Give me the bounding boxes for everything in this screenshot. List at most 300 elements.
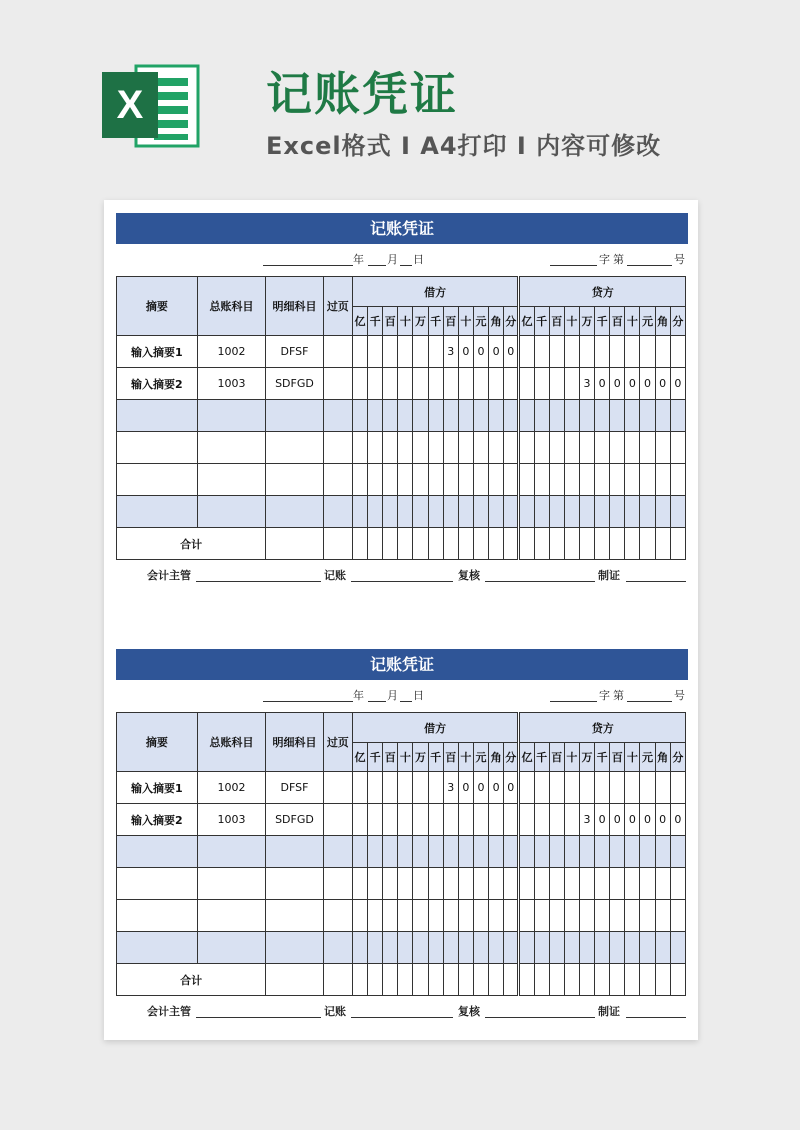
credit-digit[interactable]: 0 xyxy=(595,368,610,400)
empty-cell[interactable] xyxy=(197,836,266,868)
empty-cell[interactable] xyxy=(428,932,443,964)
debit-digit[interactable] xyxy=(458,804,473,836)
empty-cell[interactable] xyxy=(443,432,458,464)
empty-cell[interactable] xyxy=(519,836,534,868)
total-digit[interactable] xyxy=(640,964,655,996)
total-digit[interactable] xyxy=(655,964,670,996)
empty-cell[interactable] xyxy=(579,464,594,496)
credit-digit[interactable] xyxy=(610,772,625,804)
empty-cell[interactable] xyxy=(197,400,266,432)
empty-cell[interactable] xyxy=(534,868,549,900)
empty-cell[interactable] xyxy=(610,836,625,868)
total-digit[interactable] xyxy=(473,964,488,996)
total-digit[interactable] xyxy=(413,964,428,996)
empty-cell[interactable] xyxy=(266,464,323,496)
total-digit[interactable] xyxy=(352,528,367,560)
empty-cell[interactable] xyxy=(266,964,323,996)
debit-digit[interactable] xyxy=(398,772,413,804)
empty-cell[interactable] xyxy=(383,432,398,464)
month-blank[interactable] xyxy=(368,701,386,702)
empty-cell[interactable] xyxy=(549,496,564,528)
credit-digit[interactable] xyxy=(564,368,579,400)
empty-cell[interactable] xyxy=(443,496,458,528)
empty-cell[interactable] xyxy=(383,932,398,964)
empty-cell[interactable] xyxy=(655,900,670,932)
empty-cell[interactable] xyxy=(398,464,413,496)
empty-cell[interactable] xyxy=(398,400,413,432)
empty-cell[interactable] xyxy=(266,432,323,464)
credit-digit[interactable] xyxy=(655,772,670,804)
empty-cell[interactable] xyxy=(549,400,564,432)
empty-cell[interactable] xyxy=(368,400,383,432)
empty-cell[interactable] xyxy=(197,900,266,932)
debit-digit[interactable] xyxy=(383,772,398,804)
credit-digit[interactable] xyxy=(655,336,670,368)
debit-digit[interactable]: 0 xyxy=(458,336,473,368)
total-digit[interactable] xyxy=(595,964,610,996)
empty-cell[interactable] xyxy=(352,464,367,496)
empty-cell[interactable] xyxy=(489,432,504,464)
empty-cell[interactable] xyxy=(579,432,594,464)
debit-digit[interactable] xyxy=(352,368,367,400)
empty-cell[interactable] xyxy=(352,496,367,528)
supervisor-blank[interactable] xyxy=(196,581,321,582)
empty-cell[interactable] xyxy=(519,496,534,528)
empty-cell[interactable] xyxy=(458,464,473,496)
debit-digit[interactable]: 0 xyxy=(489,772,504,804)
empty-cell[interactable] xyxy=(458,432,473,464)
credit-digit[interactable]: 0 xyxy=(655,804,670,836)
debit-digit[interactable] xyxy=(352,804,367,836)
empty-cell[interactable] xyxy=(323,496,352,528)
empty-cell[interactable] xyxy=(266,868,323,900)
empty-cell[interactable] xyxy=(117,868,198,900)
credit-digit[interactable] xyxy=(625,336,640,368)
number-blank[interactable] xyxy=(627,701,672,702)
empty-cell[interactable] xyxy=(670,432,685,464)
debit-digit[interactable] xyxy=(368,804,383,836)
total-digit[interactable] xyxy=(383,964,398,996)
empty-cell[interactable] xyxy=(473,900,488,932)
empty-cell[interactable] xyxy=(473,868,488,900)
credit-digit[interactable] xyxy=(595,772,610,804)
empty-cell[interactable] xyxy=(595,464,610,496)
empty-cell[interactable] xyxy=(428,400,443,432)
empty-cell[interactable] xyxy=(595,932,610,964)
empty-cell[interactable] xyxy=(625,464,640,496)
credit-digit[interactable] xyxy=(640,336,655,368)
empty-cell[interactable] xyxy=(579,932,594,964)
empty-cell[interactable] xyxy=(640,464,655,496)
empty-cell[interactable] xyxy=(625,868,640,900)
credit-digit[interactable] xyxy=(625,772,640,804)
empty-cell[interactable] xyxy=(489,400,504,432)
debit-digit[interactable] xyxy=(368,772,383,804)
row-posted[interactable] xyxy=(323,368,352,400)
empty-cell[interactable] xyxy=(473,432,488,464)
bookkeeping-blank[interactable] xyxy=(351,1017,453,1018)
empty-cell[interactable] xyxy=(579,900,594,932)
empty-cell[interactable] xyxy=(670,464,685,496)
total-digit[interactable] xyxy=(595,528,610,560)
supervisor-blank[interactable] xyxy=(196,1017,321,1018)
credit-digit[interactable] xyxy=(640,772,655,804)
empty-cell[interactable] xyxy=(428,464,443,496)
empty-cell[interactable] xyxy=(428,432,443,464)
empty-cell[interactable] xyxy=(323,932,352,964)
empty-cell[interactable] xyxy=(640,868,655,900)
empty-cell[interactable] xyxy=(398,900,413,932)
row-general-account[interactable]: 1003 xyxy=(197,368,266,400)
credit-digit[interactable] xyxy=(519,336,534,368)
empty-cell[interactable] xyxy=(564,464,579,496)
total-digit[interactable] xyxy=(564,528,579,560)
total-digit[interactable] xyxy=(610,528,625,560)
empty-cell[interactable] xyxy=(625,932,640,964)
empty-cell[interactable] xyxy=(458,836,473,868)
empty-cell[interactable] xyxy=(368,432,383,464)
debit-digit[interactable] xyxy=(352,336,367,368)
credit-digit[interactable] xyxy=(534,772,549,804)
empty-cell[interactable] xyxy=(413,496,428,528)
empty-cell[interactable] xyxy=(595,400,610,432)
empty-cell[interactable] xyxy=(640,432,655,464)
empty-cell[interactable] xyxy=(117,496,198,528)
empty-cell[interactable] xyxy=(428,496,443,528)
empty-cell[interactable] xyxy=(489,932,504,964)
empty-cell[interactable] xyxy=(117,432,198,464)
total-digit[interactable] xyxy=(352,964,367,996)
debit-digit[interactable] xyxy=(398,368,413,400)
debit-digit[interactable] xyxy=(383,336,398,368)
total-digit[interactable] xyxy=(368,528,383,560)
total-digit[interactable] xyxy=(368,964,383,996)
empty-cell[interactable] xyxy=(640,400,655,432)
total-digit[interactable] xyxy=(534,964,549,996)
debit-digit[interactable]: 0 xyxy=(473,772,488,804)
empty-cell[interactable] xyxy=(549,868,564,900)
total-digit[interactable] xyxy=(443,964,458,996)
empty-cell[interactable] xyxy=(197,464,266,496)
empty-cell[interactable] xyxy=(443,836,458,868)
empty-cell[interactable] xyxy=(413,868,428,900)
empty-cell[interactable] xyxy=(534,932,549,964)
empty-cell[interactable] xyxy=(549,932,564,964)
empty-cell[interactable] xyxy=(534,464,549,496)
empty-cell[interactable] xyxy=(670,932,685,964)
empty-cell[interactable] xyxy=(383,400,398,432)
empty-cell[interactable] xyxy=(610,932,625,964)
empty-cell[interactable] xyxy=(549,464,564,496)
empty-cell[interactable] xyxy=(383,900,398,932)
debit-digit[interactable] xyxy=(368,336,383,368)
empty-cell[interactable] xyxy=(579,836,594,868)
empty-cell[interactable] xyxy=(610,400,625,432)
debit-digit[interactable]: 0 xyxy=(473,336,488,368)
total-digit[interactable] xyxy=(549,528,564,560)
bookkeeping-blank[interactable] xyxy=(351,581,453,582)
empty-cell[interactable] xyxy=(117,836,198,868)
credit-digit[interactable]: 0 xyxy=(610,368,625,400)
debit-digit[interactable]: 0 xyxy=(458,772,473,804)
total-digit[interactable] xyxy=(640,528,655,560)
debit-digit[interactable] xyxy=(504,368,519,400)
credit-digit[interactable]: 3 xyxy=(579,368,594,400)
total-digit[interactable] xyxy=(670,528,685,560)
empty-cell[interactable] xyxy=(504,868,519,900)
empty-cell[interactable] xyxy=(595,432,610,464)
empty-cell[interactable] xyxy=(625,400,640,432)
empty-cell[interactable] xyxy=(458,868,473,900)
empty-cell[interactable] xyxy=(398,868,413,900)
total-digit[interactable] xyxy=(489,964,504,996)
empty-cell[interactable] xyxy=(489,464,504,496)
empty-cell[interactable] xyxy=(443,464,458,496)
empty-cell[interactable] xyxy=(670,400,685,432)
empty-cell[interactable] xyxy=(519,900,534,932)
empty-cell[interactable] xyxy=(519,464,534,496)
debit-digit[interactable] xyxy=(473,804,488,836)
empty-cell[interactable] xyxy=(323,868,352,900)
empty-cell[interactable] xyxy=(640,932,655,964)
empty-cell[interactable] xyxy=(519,868,534,900)
credit-digit[interactable] xyxy=(549,772,564,804)
empty-cell[interactable] xyxy=(473,932,488,964)
empty-cell[interactable] xyxy=(352,432,367,464)
empty-cell[interactable] xyxy=(473,836,488,868)
debit-digit[interactable] xyxy=(398,336,413,368)
credit-digit[interactable] xyxy=(579,772,594,804)
empty-cell[interactable] xyxy=(549,900,564,932)
empty-cell[interactable] xyxy=(352,900,367,932)
credit-digit[interactable] xyxy=(534,368,549,400)
row-general-account[interactable]: 1002 xyxy=(197,336,266,368)
empty-cell[interactable] xyxy=(428,900,443,932)
debit-digit[interactable]: 0 xyxy=(504,336,519,368)
empty-cell[interactable] xyxy=(398,836,413,868)
empty-cell[interactable] xyxy=(323,400,352,432)
debit-digit[interactable] xyxy=(368,368,383,400)
empty-cell[interactable] xyxy=(458,496,473,528)
empty-cell[interactable] xyxy=(458,932,473,964)
total-digit[interactable] xyxy=(504,528,519,560)
empty-cell[interactable] xyxy=(368,932,383,964)
total-digit[interactable] xyxy=(534,528,549,560)
debit-digit[interactable]: 0 xyxy=(504,772,519,804)
empty-cell[interactable] xyxy=(413,900,428,932)
row-general-account[interactable]: 1002 xyxy=(197,772,266,804)
empty-cell[interactable] xyxy=(323,836,352,868)
total-digit[interactable] xyxy=(504,964,519,996)
total-digit[interactable] xyxy=(489,528,504,560)
empty-cell[interactable] xyxy=(534,432,549,464)
empty-cell[interactable] xyxy=(655,432,670,464)
credit-digit[interactable] xyxy=(519,804,534,836)
total-digit[interactable] xyxy=(610,964,625,996)
debit-digit[interactable] xyxy=(458,368,473,400)
empty-cell[interactable] xyxy=(428,836,443,868)
total-digit[interactable] xyxy=(428,964,443,996)
credit-digit[interactable] xyxy=(670,772,685,804)
row-posted[interactable] xyxy=(323,772,352,804)
credit-digit[interactable]: 0 xyxy=(670,804,685,836)
empty-cell[interactable] xyxy=(117,464,198,496)
debit-digit[interactable] xyxy=(428,772,443,804)
empty-cell[interactable] xyxy=(655,932,670,964)
empty-cell[interactable] xyxy=(368,496,383,528)
empty-cell[interactable] xyxy=(549,836,564,868)
empty-cell[interactable] xyxy=(655,836,670,868)
row-detail-account[interactable]: SDFGD xyxy=(266,368,323,400)
empty-cell[interactable] xyxy=(579,400,594,432)
empty-cell[interactable] xyxy=(610,900,625,932)
review-blank[interactable] xyxy=(485,581,595,582)
row-detail-account[interactable]: SDFGD xyxy=(266,804,323,836)
empty-cell[interactable] xyxy=(519,932,534,964)
month-blank[interactable] xyxy=(368,265,386,266)
empty-cell[interactable] xyxy=(595,868,610,900)
empty-cell[interactable] xyxy=(266,836,323,868)
total-digit[interactable] xyxy=(428,528,443,560)
empty-cell[interactable] xyxy=(323,432,352,464)
total-digit[interactable] xyxy=(519,528,534,560)
total-digit[interactable] xyxy=(413,528,428,560)
empty-cell[interactable] xyxy=(266,400,323,432)
empty-cell[interactable] xyxy=(655,868,670,900)
empty-cell[interactable] xyxy=(670,900,685,932)
empty-cell[interactable] xyxy=(413,836,428,868)
empty-cell[interactable] xyxy=(443,900,458,932)
day-blank[interactable] xyxy=(400,701,412,702)
credit-digit[interactable] xyxy=(519,772,534,804)
empty-cell[interactable] xyxy=(398,496,413,528)
empty-cell[interactable] xyxy=(117,400,198,432)
empty-cell[interactable] xyxy=(640,900,655,932)
empty-cell[interactable] xyxy=(443,868,458,900)
debit-digit[interactable] xyxy=(413,772,428,804)
review-blank[interactable] xyxy=(485,1017,595,1018)
empty-cell[interactable] xyxy=(266,900,323,932)
empty-cell[interactable] xyxy=(266,528,323,560)
debit-digit[interactable] xyxy=(413,368,428,400)
credit-digit[interactable]: 0 xyxy=(655,368,670,400)
empty-cell[interactable] xyxy=(640,496,655,528)
empty-cell[interactable] xyxy=(413,932,428,964)
credit-digit[interactable]: 3 xyxy=(579,804,594,836)
empty-cell[interactable] xyxy=(352,400,367,432)
empty-cell[interactable] xyxy=(383,464,398,496)
total-digit[interactable] xyxy=(383,528,398,560)
row-detail-account[interactable]: DFSF xyxy=(266,772,323,804)
empty-cell[interactable] xyxy=(564,400,579,432)
empty-cell[interactable] xyxy=(443,932,458,964)
debit-digit[interactable] xyxy=(413,804,428,836)
debit-digit[interactable] xyxy=(428,336,443,368)
empty-cell[interactable] xyxy=(504,496,519,528)
empty-cell[interactable] xyxy=(368,464,383,496)
empty-cell[interactable] xyxy=(197,496,266,528)
empty-cell[interactable] xyxy=(625,432,640,464)
credit-digit[interactable] xyxy=(549,804,564,836)
empty-cell[interactable] xyxy=(352,932,367,964)
empty-cell[interactable] xyxy=(383,868,398,900)
empty-cell[interactable] xyxy=(458,400,473,432)
empty-cell[interactable] xyxy=(197,868,266,900)
empty-cell[interactable] xyxy=(368,836,383,868)
debit-digit[interactable] xyxy=(443,804,458,836)
empty-cell[interactable] xyxy=(266,496,323,528)
total-digit[interactable] xyxy=(579,964,594,996)
empty-cell[interactable] xyxy=(413,464,428,496)
empty-cell[interactable] xyxy=(383,836,398,868)
empty-cell[interactable] xyxy=(473,496,488,528)
empty-cell[interactable] xyxy=(610,496,625,528)
empty-cell[interactable] xyxy=(625,836,640,868)
empty-cell[interactable] xyxy=(368,868,383,900)
empty-cell[interactable] xyxy=(595,496,610,528)
credit-digit[interactable]: 0 xyxy=(625,804,640,836)
debit-digit[interactable]: 3 xyxy=(443,336,458,368)
credit-digit[interactable] xyxy=(534,804,549,836)
empty-cell[interactable] xyxy=(595,900,610,932)
debit-digit[interactable]: 0 xyxy=(489,336,504,368)
empty-cell[interactable] xyxy=(625,496,640,528)
empty-cell[interactable] xyxy=(519,400,534,432)
debit-digit[interactable] xyxy=(443,368,458,400)
empty-cell[interactable] xyxy=(534,496,549,528)
empty-cell[interactable] xyxy=(534,836,549,868)
empty-cell[interactable] xyxy=(655,400,670,432)
debit-digit[interactable] xyxy=(473,368,488,400)
empty-cell[interactable] xyxy=(579,868,594,900)
empty-cell[interactable] xyxy=(413,432,428,464)
number-blank[interactable] xyxy=(627,265,672,266)
credit-digit[interactable]: 0 xyxy=(670,368,685,400)
credit-digit[interactable] xyxy=(549,336,564,368)
empty-cell[interactable] xyxy=(197,932,266,964)
empty-cell[interactable] xyxy=(197,432,266,464)
credit-digit[interactable] xyxy=(534,336,549,368)
total-digit[interactable] xyxy=(443,528,458,560)
debit-digit[interactable]: 3 xyxy=(443,772,458,804)
empty-cell[interactable] xyxy=(610,868,625,900)
empty-cell[interactable] xyxy=(534,400,549,432)
empty-cell[interactable] xyxy=(323,900,352,932)
empty-cell[interactable] xyxy=(564,900,579,932)
empty-cell[interactable] xyxy=(117,900,198,932)
empty-cell[interactable] xyxy=(323,464,352,496)
empty-cell[interactable] xyxy=(398,932,413,964)
empty-cell[interactable] xyxy=(595,836,610,868)
empty-cell[interactable] xyxy=(383,496,398,528)
debit-digit[interactable] xyxy=(489,368,504,400)
empty-cell[interactable] xyxy=(670,868,685,900)
debit-digit[interactable] xyxy=(352,772,367,804)
total-digit[interactable] xyxy=(670,964,685,996)
empty-cell[interactable] xyxy=(670,836,685,868)
year-blank[interactable] xyxy=(263,701,353,702)
debit-digit[interactable] xyxy=(428,804,443,836)
debit-digit[interactable] xyxy=(504,804,519,836)
credit-digit[interactable] xyxy=(519,368,534,400)
row-summary[interactable]: 输入摘要2 xyxy=(117,804,198,836)
empty-cell[interactable] xyxy=(473,400,488,432)
credit-digit[interactable]: 0 xyxy=(595,804,610,836)
total-digit[interactable] xyxy=(398,964,413,996)
empty-cell[interactable] xyxy=(489,836,504,868)
credit-digit[interactable] xyxy=(564,804,579,836)
credit-digit[interactable] xyxy=(564,772,579,804)
